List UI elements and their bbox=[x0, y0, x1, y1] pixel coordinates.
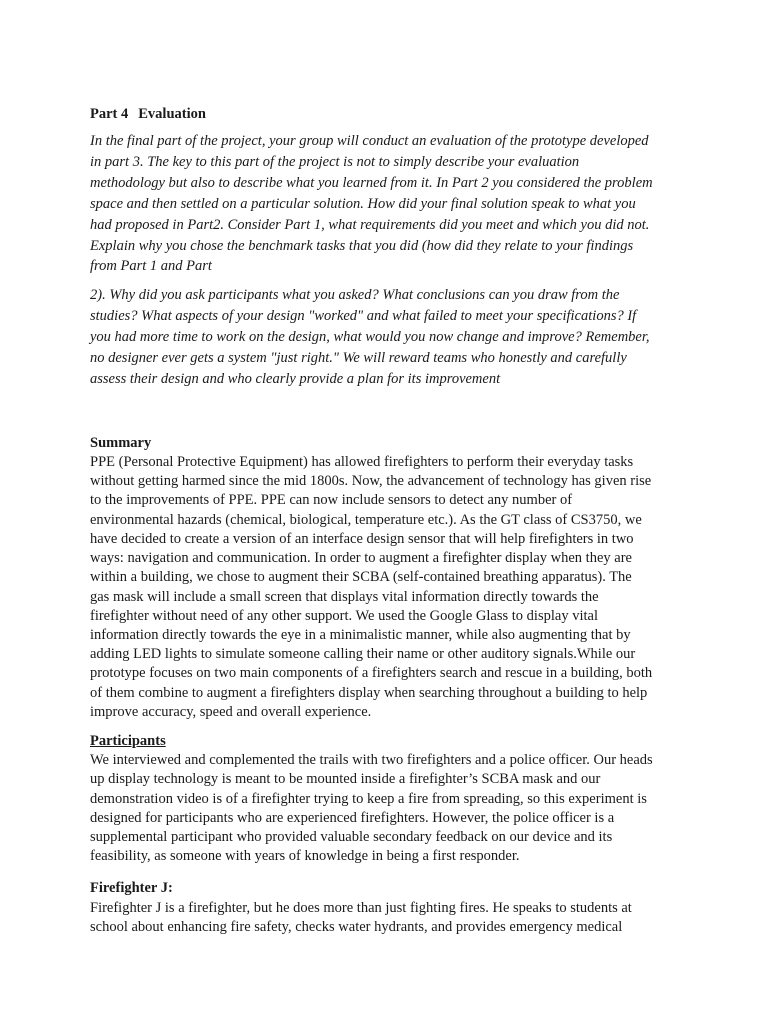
text-line: studies? What aspects of your design "worked" and what failed to meet your specifications? If bbox=[90, 308, 637, 325]
participants-paragraph bbox=[90, 751, 680, 866]
text-line: you had more time to work on the design, what would you now change and improve? Remember, bbox=[90, 329, 650, 346]
text-line: prototype focuses on two main components of a firefighters search and rescue in a building, both bbox=[90, 665, 653, 682]
text-line: ways: navigation and communication. In order to augment a firefighter display when they are bbox=[90, 550, 632, 567]
text-line: had proposed in Part2. Consider Part 1, what requirements did you meet and which you did not. bbox=[90, 216, 650, 233]
text-line: Explain why you chose the benchmark tasks that you did (how did they relate to your findings bbox=[90, 237, 634, 254]
text-line: supplemental participant who provided valuable secondary feedback on our device and its bbox=[90, 828, 613, 845]
text-line: of them combine to augment a firefighters display when searching throughout a building to help bbox=[90, 684, 648, 701]
text-line: have decided to create a version of an interface design sensor that will help firefighters in two bbox=[90, 530, 634, 547]
text-line: feasibility, as someone with years of knowledge in being a first responder. bbox=[90, 848, 520, 865]
text-line: In the final part of the project, your group will conduct an evaluation of the prototype developed bbox=[90, 133, 649, 149]
assignment-intro-paragraph bbox=[90, 131, 680, 277]
text-line: assess their design and who clearly provide a plan for its improvement bbox=[90, 370, 501, 387]
text-line: gas mask will include a small screen that displays vital information directly towards the bbox=[90, 588, 599, 605]
assignment-questions-paragraph bbox=[90, 285, 680, 390]
text-line: without getting harmed since the mid 1800s. Now, the advancement of technology has given rise bbox=[90, 473, 652, 490]
text-line: improve accuracy, speed and overall experience. bbox=[90, 703, 372, 720]
text-line: within a building, we chose to augment their SCBA (self-contained breathing apparatus). The bbox=[90, 569, 632, 586]
text-line: PPE (Personal Protective Equipment) has allowed firefighters to perform their everyday tasks bbox=[90, 454, 634, 471]
text-line: up display technology is meant to be mounted inside a firefighter’s SCBA mask and our bbox=[90, 771, 601, 788]
firefighter-j-heading: Firefighter J: bbox=[90, 880, 173, 897]
participants-heading: Participants bbox=[90, 732, 166, 749]
document-page bbox=[90, 104, 680, 937]
text-line: We interviewed and complemented the trails with two firefighters and a police officer. Our heads bbox=[90, 752, 653, 769]
text-line: information directly towards the eye in a minimalistic manner, while also augmenting that by bbox=[90, 626, 631, 643]
text-line: school about enhancing fire safety, checks water hydrants, and provides emergency medical bbox=[90, 918, 623, 935]
firefighter-j-paragraph bbox=[90, 899, 680, 937]
summary-heading: Summary bbox=[90, 434, 152, 451]
text-line: to the improvements of PPE. PPE can now include sensors to detect any number of bbox=[90, 492, 573, 509]
text-line: Firefighter J is a firefighter, but he does more than just fighting fires. He speaks to students at bbox=[90, 899, 632, 916]
text-line: designed for participants who are experienced firefighters. However, the police officer is a bbox=[90, 809, 615, 826]
text-line: space and then settled on a particular solution. How did your final solution speak to what you bbox=[90, 195, 636, 212]
text-line: demonstration video is of a firefighter trying to keep a fire from spreading, so this experiment is bbox=[90, 790, 647, 807]
text-line: firefighter without need of any other support. We used the Google Glass to display vital bbox=[90, 607, 598, 624]
text-line: environmental hazards (chemical, biological, temperature etc.). As the GT class of CS3750, we bbox=[90, 511, 642, 528]
text-line: in part 3. The key to this part of the project is not to simply describe your evaluation bbox=[90, 153, 580, 170]
text-line: from Part 1 and Part bbox=[90, 258, 212, 275]
part-title: Evaluation bbox=[138, 106, 206, 122]
part-number: Part 4 bbox=[90, 106, 129, 122]
text-line: methodology but also to describe what you learned from it. In Part 2 you considered the problem bbox=[90, 174, 653, 191]
summary-paragraph bbox=[90, 453, 680, 722]
text-line: 2). Why did you ask participants what you asked? What conclusions can you draw from the bbox=[90, 287, 620, 304]
text-line: adding LED lights to simulate someone calling their name or other auditory signals.While our bbox=[90, 646, 636, 663]
text-line: no designer ever gets a system "just right." We will reward teams who honestly and carefully bbox=[90, 350, 627, 367]
part-heading bbox=[90, 104, 680, 125]
